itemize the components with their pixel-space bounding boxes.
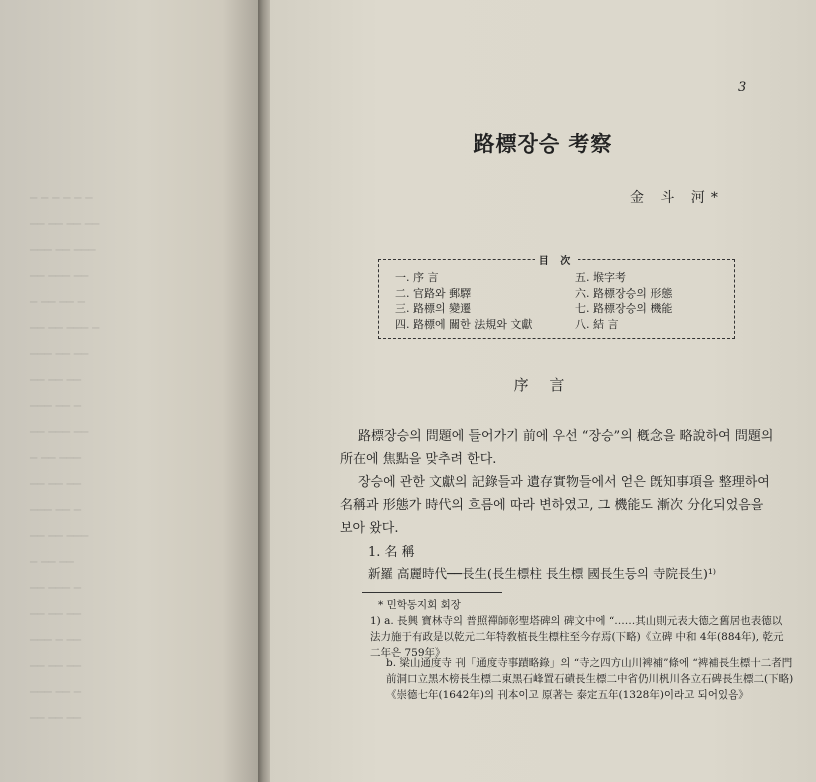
article-title: 路標장승 考察 xyxy=(473,131,613,156)
footnote-1a: 1) a. 長興 寶林寺의 普照禪師彰聖塔碑의 碑文中에 “……其山則元表大德之舊居也表德以法力施于有政是以乾元二年特敎植長生標柱至今存焉(下略)《立碑 中和 4年(884年), 乾元二年은 759年》 xyxy=(370,615,784,659)
toc-item: 八. 結 言 xyxy=(575,317,619,331)
page-number: 3 xyxy=(738,80,747,95)
left-page xyxy=(0,0,262,782)
toc-left-column xyxy=(395,270,532,332)
toc-item: 三. 路標의 變遷 xyxy=(395,302,472,315)
footnote-divider xyxy=(362,592,502,593)
author-name: 金 斗 河* xyxy=(630,190,724,206)
bleed-through-text: ─ ─ ─ ─ ─ ─ ── ── ── ── ─── ── ─── ── ─── ── ─ ── ── ─ ── ── ─── ─ ─── ── ── ── ── ── ─── ── ─ ── ─── ── ─ ── ─── ── ── ── ─── ── ─ ── ── ─── ─ ── ── ── ─── ─ ── ── ── ─── ─ ── ── ── ── ─── ── ─ ── ── ── xyxy=(30,191,100,725)
body-paragraph: 장승에 관한 文獻의 記錄들과 遺存實物들에서 얻은 旣知事項을 整理하여 名稱과 形態가 時代의 흐름에 따라 변하였고, 그 機能도 漸次 分化되었음을 보아 왔다. xyxy=(340,475,770,536)
toc-item: 二. 官路와 郵驛 xyxy=(395,286,472,300)
toc-item: 七. 路標장승의 機能 xyxy=(575,302,673,315)
table-of-contents xyxy=(378,256,735,339)
footnote-1b: b. 梁山通度寺 刊「通度寺事蹟略錄」의 “寺之四方山川裨補”條에 “裨補長生標十二者門前洞口立黑木榜長生標二東黑石峰置石磧長生標二中省仍川杋川各立石碑長生標二(下略)《崇德七年(1642年)의 刊本이고 原著는 泰定五年(1328年)이라고 되어있음》 xyxy=(386,657,794,701)
toc-item: 四. 路標에 關한 法規와 文獻 xyxy=(395,317,533,331)
right-page xyxy=(270,0,816,782)
toc-item: 五. 堠字考 xyxy=(575,271,626,284)
sub-heading: 1. 名 稱 xyxy=(368,545,415,560)
section-heading: 序 言 xyxy=(513,376,573,394)
period-definition-line: 新羅 高麗時代──長生(長生標柱 長生標 國長生등의 寺院長生)¹⁾ xyxy=(368,566,716,581)
footnote-author: * 민학동지회 회장 xyxy=(378,599,461,611)
toc-item: 六. 路標장승의 形態 xyxy=(575,286,673,300)
toc-right-column xyxy=(575,270,672,332)
toc-item: 一. 序 言 xyxy=(395,271,439,284)
body-paragraph: 路標장승의 問題에 들어가기 前에 우선 “장승”의 槪念을 略說하여 問題의 所在에 焦點을 맞추려 한다. xyxy=(340,429,774,467)
toc-heading: 目 次 xyxy=(535,256,578,267)
